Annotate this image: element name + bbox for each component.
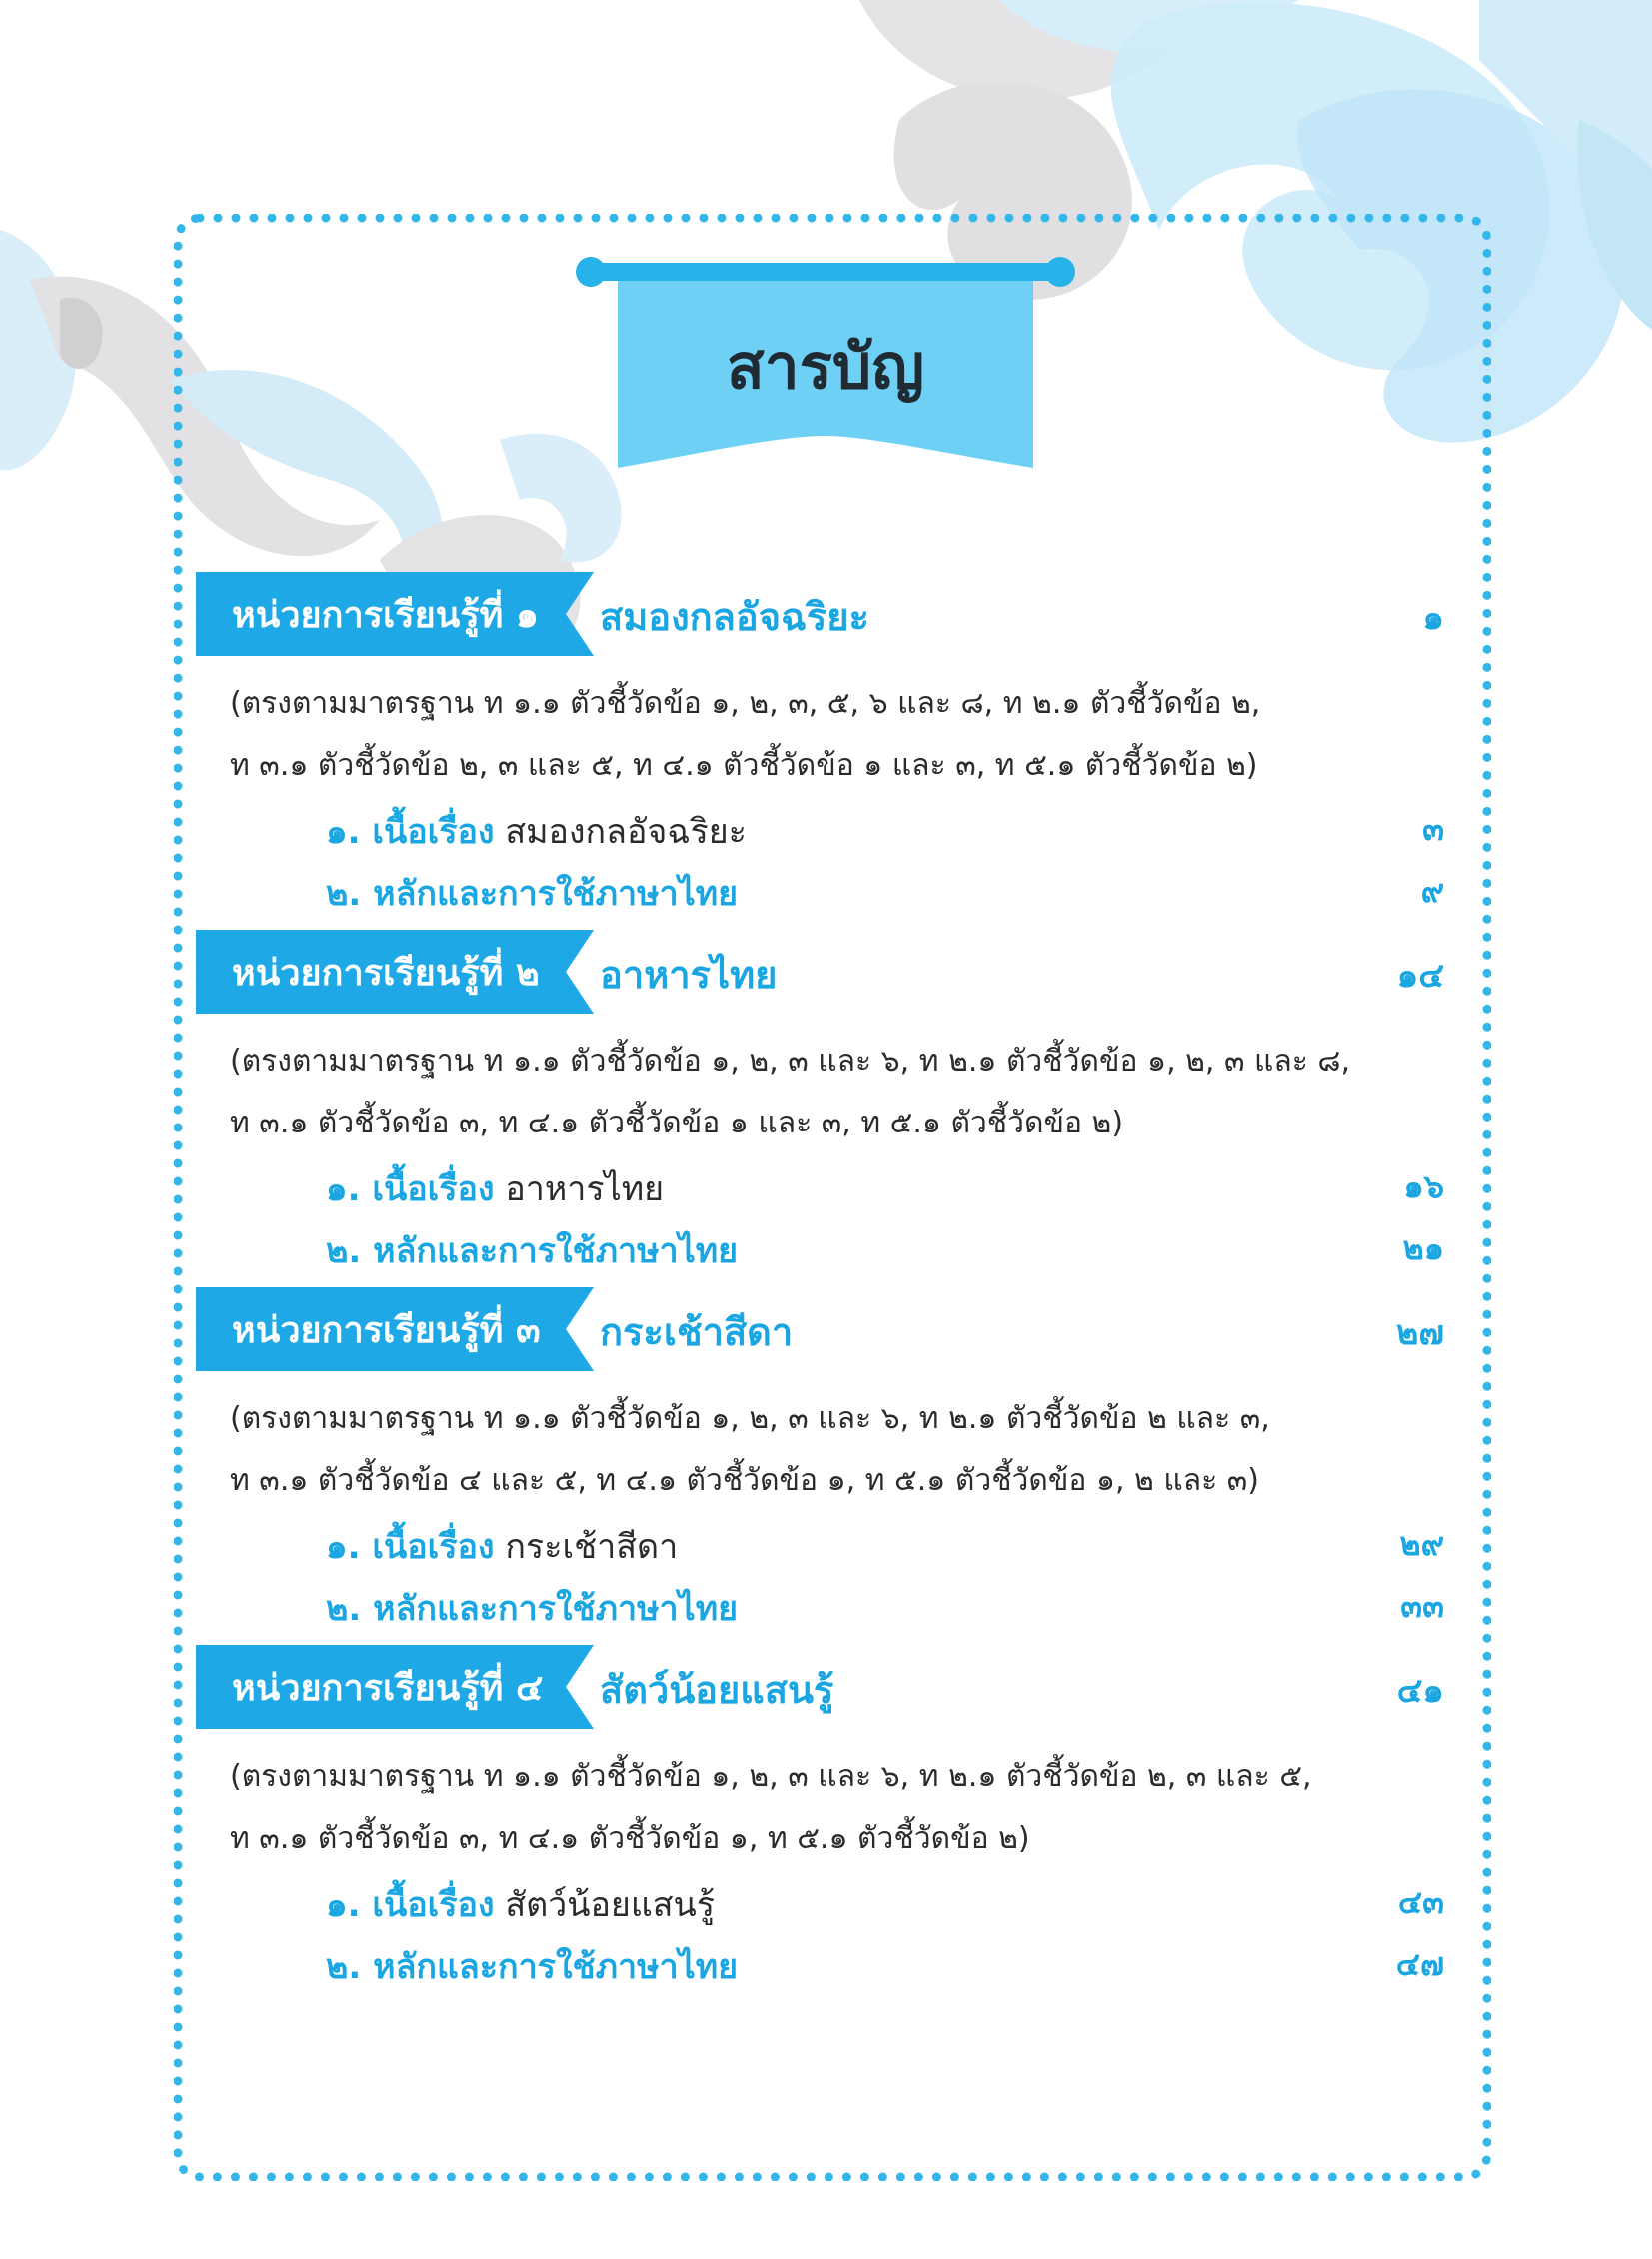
- unit-page-number: ๑๔: [1396, 956, 1444, 996]
- subitem-page-number: ๒๙: [1399, 1525, 1444, 1563]
- standards-line: (ตรงตามมาตรฐาน ท ๑.๑ ตัวชี้วัดข้อ ๑, ๒, ๓, ๕, ๖ และ ๘, ท ๒.๑ ตัวชี้วัดข้อ ๒,: [230, 686, 1261, 721]
- toc-subitem[interactable]: [326, 804, 747, 858]
- standards-line: (ตรงตามมาตรฐาน ท ๑.๑ ตัวชี้วัดข้อ ๑, ๒, ๓ และ ๖, ท ๒.๑ ตัวชี้วัดข้อ ๒ และ ๓,: [230, 1401, 1270, 1436]
- standards-line: ท ๓.๑ ตัวชี้วัดข้อ ๓, ท ๔.๑ ตัวชี้วัดข้อ ๑ และ ๓, ท ๕.๑ ตัวชี้วัดข้อ ๒): [230, 1106, 1124, 1140]
- subitem-page-number: ๑๖: [1403, 1167, 1444, 1205]
- toc-subitem[interactable]: [326, 1877, 715, 1931]
- unit-tab-label: หน่วยการเรียนรู้ที่ ๓: [232, 1310, 541, 1351]
- standards-line: (ตรงตามมาตรฐาน ท ๑.๑ ตัวชี้วัดข้อ ๑, ๒, ๓ และ ๖, ท ๒.๑ ตัวชี้วัดข้อ ๒, ๓ และ ๕,: [230, 1759, 1312, 1794]
- subitem-title: อาหารไทย: [505, 1169, 665, 1209]
- toc-subitem[interactable]: [326, 1519, 678, 1573]
- unit-name-link[interactable]: สมองกลอัจฉริยะ: [600, 595, 869, 639]
- standards-line: ท ๓.๑ ตัวชี้วัดข้อ ๔ และ ๕, ท ๔.๑ ตัวชี้วัดข้อ ๑, ท ๕.๑ ตัวชี้วัดข้อ ๑, ๒ และ ๓): [230, 1463, 1259, 1498]
- subitem-page-number: ๙: [1420, 872, 1444, 910]
- subitem-label: ๒. หลักและการใช้ภาษาไทย: [326, 1589, 739, 1629]
- subitem-label: ๑. เนื้อเรื่อง: [326, 812, 495, 852]
- subitem-title: สัตว์น้อยแสนรู้: [505, 1885, 716, 1925]
- subitem-label: ๑. เนื้อเรื่อง: [326, 1885, 495, 1925]
- subitem-title: กระเช้าสีดา: [505, 1527, 679, 1567]
- unit-name-link[interactable]: กระเช้าสีดา: [600, 1310, 794, 1354]
- unit-page-number: ๑: [1422, 598, 1444, 638]
- banner-rod: [582, 263, 1069, 281]
- subitem-page-number: ๔๓: [1397, 1883, 1444, 1921]
- toc-subitem[interactable]: [326, 1161, 664, 1215]
- subitem-label: ๑. เนื้อเรื่อง: [326, 1527, 495, 1567]
- toc-subitem[interactable]: [326, 1581, 738, 1635]
- unit-name-link[interactable]: อาหารไทย: [600, 953, 778, 997]
- unit-name-link[interactable]: สัตว์น้อยแสนรู้: [600, 1668, 834, 1712]
- subitem-label: ๒. หลักและการใช้ภาษาไทย: [326, 1947, 739, 1987]
- standards-line: (ตรงตามมาตรฐาน ท ๑.๑ ตัวชี้วัดข้อ ๑, ๒, ๓ และ ๖, ท ๒.๑ ตัวชี้วัดข้อ ๑, ๒, ๓ และ ๘,: [230, 1044, 1351, 1079]
- subitem-title: สมองกลอัจฉริยะ: [505, 812, 747, 852]
- subitem-page-number: ๓: [1422, 810, 1444, 848]
- unit-page-number: ๒๗: [1396, 1313, 1444, 1353]
- unit-page-number: ๔๑: [1396, 1671, 1444, 1711]
- subitem-page-number: ๔๗: [1395, 1945, 1444, 1983]
- unit-tab-label: หน่วยการเรียนรู้ที่ ๒: [232, 953, 540, 994]
- subitem-page-number: ๓๓: [1400, 1587, 1444, 1625]
- subitem-label: ๒. หลักและการใช้ภาษาไทย: [326, 1231, 739, 1271]
- unit-tab-label: หน่วยการเรียนรู้ที่ ๑: [232, 595, 539, 636]
- subitem-label: ๒. หลักและการใช้ภาษาไทย: [326, 874, 739, 914]
- subitem-label: ๑. เนื้อเรื่อง: [326, 1169, 495, 1209]
- subitem-page-number: ๒๑: [1402, 1229, 1444, 1267]
- page-title: สารบัญ: [726, 330, 925, 403]
- toc-subitem[interactable]: [326, 866, 738, 920]
- toc-subitem[interactable]: [326, 1223, 738, 1277]
- standards-line: ท ๓.๑ ตัวชี้วัดข้อ ๓, ท ๔.๑ ตัวชี้วัดข้อ ๑, ท ๕.๑ ตัวชี้วัดข้อ ๒): [230, 1821, 1030, 1856]
- unit-tab-label: หน่วยการเรียนรู้ที่ ๔: [232, 1668, 544, 1709]
- standards-line: ท ๓.๑ ตัวชี้วัดข้อ ๒, ๓ และ ๕, ท ๔.๑ ตัวชี้วัดข้อ ๑ และ ๓, ท ๕.๑ ตัวชี้วัดข้อ ๒): [230, 748, 1258, 783]
- toc-subitem[interactable]: [326, 1939, 738, 1993]
